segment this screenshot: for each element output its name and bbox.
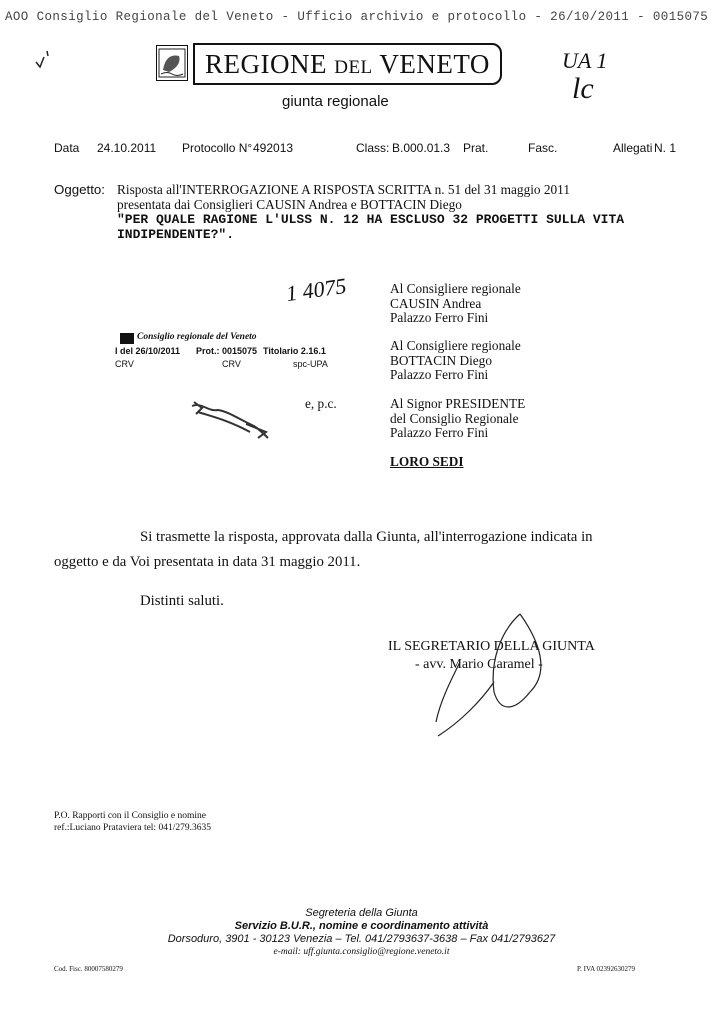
recipient-1-line2: CAUSIN Andrea [390,295,482,311]
region-crest-icon [156,45,188,81]
fasc-label: Fasc. [528,141,558,155]
contact-referent: ref.:Luciano Prataviera tel: 041/279.3635 [54,823,211,833]
archive-protocol-header: AOO Consiglio Regionale del Veneto - Ufficio archivio e protocollo - 26/10/2011 - 0015075 [5,10,709,24]
footer-address: Dorsoduro, 3901 - 30123 Venezia – Tel. 041/2793637-3638 – Fax 041/2793627 [167,933,556,945]
cod-fisc: Cod. Fisc. 80007580279 [54,965,123,973]
loro-sedi: LORO SEDI [390,454,464,469]
handwritten-note-line1: UA 1 [562,48,608,73]
recipient-3 [390,397,525,441]
allegati-value: N. 1 [654,141,677,155]
protocollo-value: 492013 [253,141,294,155]
letterhead-subtitle: giunta regionale [282,93,389,110]
oggetto-line2: presentata dai Consiglieri CAUSIN Andrea e BOTTACIN Diego [117,197,462,212]
handwritten-signature [430,612,560,742]
stamp-spc: spc-UPA [293,359,328,369]
recipient-3-line1: Al Signor PRESIDENTE [390,396,526,411]
stamp-date: I del 26/10/2011 [115,346,181,356]
footer-service: Servizio B.U.R., nomine e coordinamento attività [234,920,489,932]
signatory-name: - avv. Mario Caramel - [415,657,543,672]
data-label: Data [54,141,80,155]
class-label: Class: [356,141,390,155]
allegati-label: Allegati [613,141,653,155]
oggetto-title-line1: "PER QUALE RAGIONE L'ULSS N. 12 HA ESCLUSO 32 PROGETTI SULLA VITA [117,212,625,227]
recipient-3-line3: Palazzo Ferro Fini [390,425,489,440]
check-mark-scribble [34,48,54,70]
closing-salutation: Distinti saluti. [140,593,224,609]
stamp-crv-2: CRV [222,359,241,369]
stamp-crv-1: CRV [115,359,134,369]
data-value: 24.10.2011 [97,141,157,155]
stamp-titolario: Titolario 2.16.1 [263,346,326,356]
recipient-2-line1: Al Consigliere regionale [390,338,521,353]
recipient-2 [390,339,521,383]
signatory-title: IL SEGRETARIO DELLA GIUNTA [388,639,595,654]
oggetto-title-line2: INDIPENDENTE?". [117,227,235,242]
prat-label: Prat. [463,141,489,155]
epc-label: e, p.c. [305,396,337,411]
stamp-prot: Prot.: 0015075 [196,346,258,356]
recipient-3-line2: del Consiglio Regionale [390,410,519,426]
scribbled-mark-icon [188,398,272,442]
recipient-2-line2: BOTTACIN Diego [390,352,492,368]
recipient-1-line3: Palazzo Ferro Fini [390,310,489,325]
region-logo-wordmark: REGIONE DEL VENETO [193,43,502,85]
recipient-2-line3: Palazzo Ferro Fini [390,367,489,382]
p-iva: P. IVA 02392630279 [577,965,636,973]
handwritten-protocol-number: 1 4075 [284,272,348,307]
handwritten-note-line2: lc [572,72,594,105]
recipient-1-line1: Al Consigliere regionale [390,281,521,296]
oggetto-label: Oggetto: [54,182,106,197]
contact-office: P.O. Rapporti con il Consiglio e nomine [54,811,206,821]
class-value: B.000.01.3 [392,141,451,155]
body-paragraph-line2: oggetto e da Voi presentata in data 31 maggio 2011. [54,554,361,570]
protocollo-label: Protocollo N° [182,141,253,155]
oggetto-line1: Risposta all'INTERROGAZIONE A RISPOSTA SCRITTA n. 51 del 31 maggio 2011 [117,182,570,197]
stamp-logo-icon [120,333,134,344]
footer-email: e-mail: uff.giunta.consiglio@regione.veneto.it [273,947,450,957]
stamp-title: Consiglio regionale del Veneto [137,332,257,342]
footer-office: Segreteria della Giunta [305,907,418,919]
body-paragraph-line1: Si trasmette la risposta, approvata dalla Giunta, all'interrogazione indicata in [140,529,593,545]
recipient-1 [390,282,521,326]
